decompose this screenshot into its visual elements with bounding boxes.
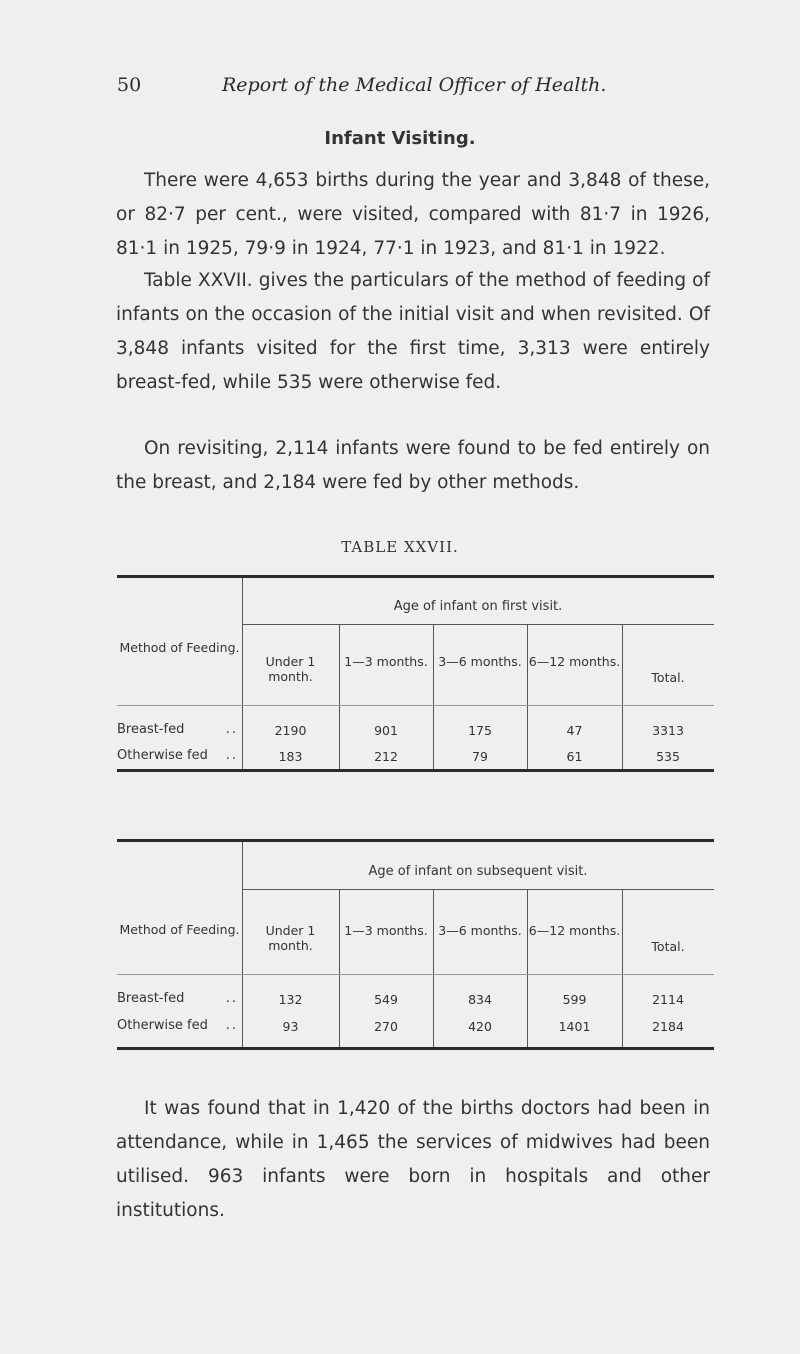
table-cell: 3313: [652, 723, 684, 738]
table-cell: 212: [374, 749, 398, 764]
col-header-total: Total.: [651, 670, 685, 685]
col-header-1-3-months: 1—3 months.: [344, 654, 428, 669]
table-cell: 2114: [652, 992, 684, 1007]
paragraph-attendance: It was found that in 1,420 of the births doctors had been in attendance, while in 1,465 the services of midwives had been utilised. 963 infants were born in hospitals and other institutions.: [116, 1098, 710, 1221]
table-cell: 132: [278, 992, 303, 1007]
table-row-label: Breast-fed ..: [117, 722, 238, 737]
table-cell: 270: [374, 1019, 398, 1034]
col-header-1-3-months: 1—3 months.: [344, 923, 428, 938]
table-cell: 2190: [274, 723, 307, 738]
table-cell: 1401: [558, 1019, 591, 1034]
table-cell: 2184: [652, 1019, 684, 1034]
col-header-under-1-month: Under 1 month.: [265, 654, 316, 684]
paragraph-table-intro: Table XXVII. gives the particulars of the method of feeding of infants on the occasion of the initial visit and when revisited. Of 3,848 infants visited for the first time, 3,313 were entirely breast-fed, while 535 were otherwise fed.: [116, 270, 710, 393]
table-subsequent-visit: [117, 839, 714, 1089]
group-header: Age of infant on subsequent visit.: [368, 864, 588, 879]
col-header-6-12-months: 6—12 months.: [528, 654, 621, 669]
table-cell: 175: [468, 723, 492, 738]
table-cell: 535: [656, 749, 680, 764]
table-cell: 599: [562, 992, 587, 1007]
col-header-3-6-months: 3—6 months.: [438, 923, 522, 938]
col-header-under-1-month: Under 1 month.: [265, 923, 316, 953]
page-number: 50: [117, 74, 142, 96]
col-header-total: Total.: [651, 939, 685, 954]
table-cell: 420: [468, 1019, 492, 1034]
page-header: [0, 74, 800, 104]
table-cell: 901: [374, 723, 398, 738]
section-title: Infant Visiting.: [324, 128, 476, 149]
method-header: Method of Feeding.: [119, 922, 240, 937]
table-cell: 549: [374, 992, 398, 1007]
table-cell: 93: [282, 1019, 299, 1034]
table-cell: 79: [472, 749, 488, 764]
table-cell: 834: [468, 992, 492, 1007]
table-caption: TABLE XXVII.: [341, 538, 459, 556]
running-title: Report of the Medical Officer of Health.: [222, 74, 607, 96]
method-header: Method of Feeding.: [119, 640, 240, 655]
table-row-label: Otherwise fed ..: [117, 1018, 238, 1033]
table-cell: 183: [278, 749, 303, 764]
table-row-label: Otherwise fed ..: [117, 748, 238, 763]
table-row-label: Breast-fed ..: [117, 991, 238, 1006]
col-header-3-6-months: 3—6 months.: [438, 654, 522, 669]
table-cell: 61: [566, 749, 583, 764]
col-header-6-12-months: 6—12 months.: [528, 923, 621, 938]
table-first-visit: [117, 575, 714, 855]
paragraph-births: There were 4,653 births during the year and 3,848 of these, or 82·7 per cent., were visited, compared with 81·7 in 1926, 81·1 in 1925, 79·9 in 1924, 77·1 in 1923, and 81·1 in 1922.: [116, 170, 710, 259]
table-cell: 47: [566, 723, 583, 738]
paragraph-revisiting: On revisiting, 2,114 infants were found to be fed entirely on the breast, and 2,184 were fed by other methods.: [116, 438, 710, 493]
group-header: Age of infant on first visit.: [393, 599, 563, 614]
